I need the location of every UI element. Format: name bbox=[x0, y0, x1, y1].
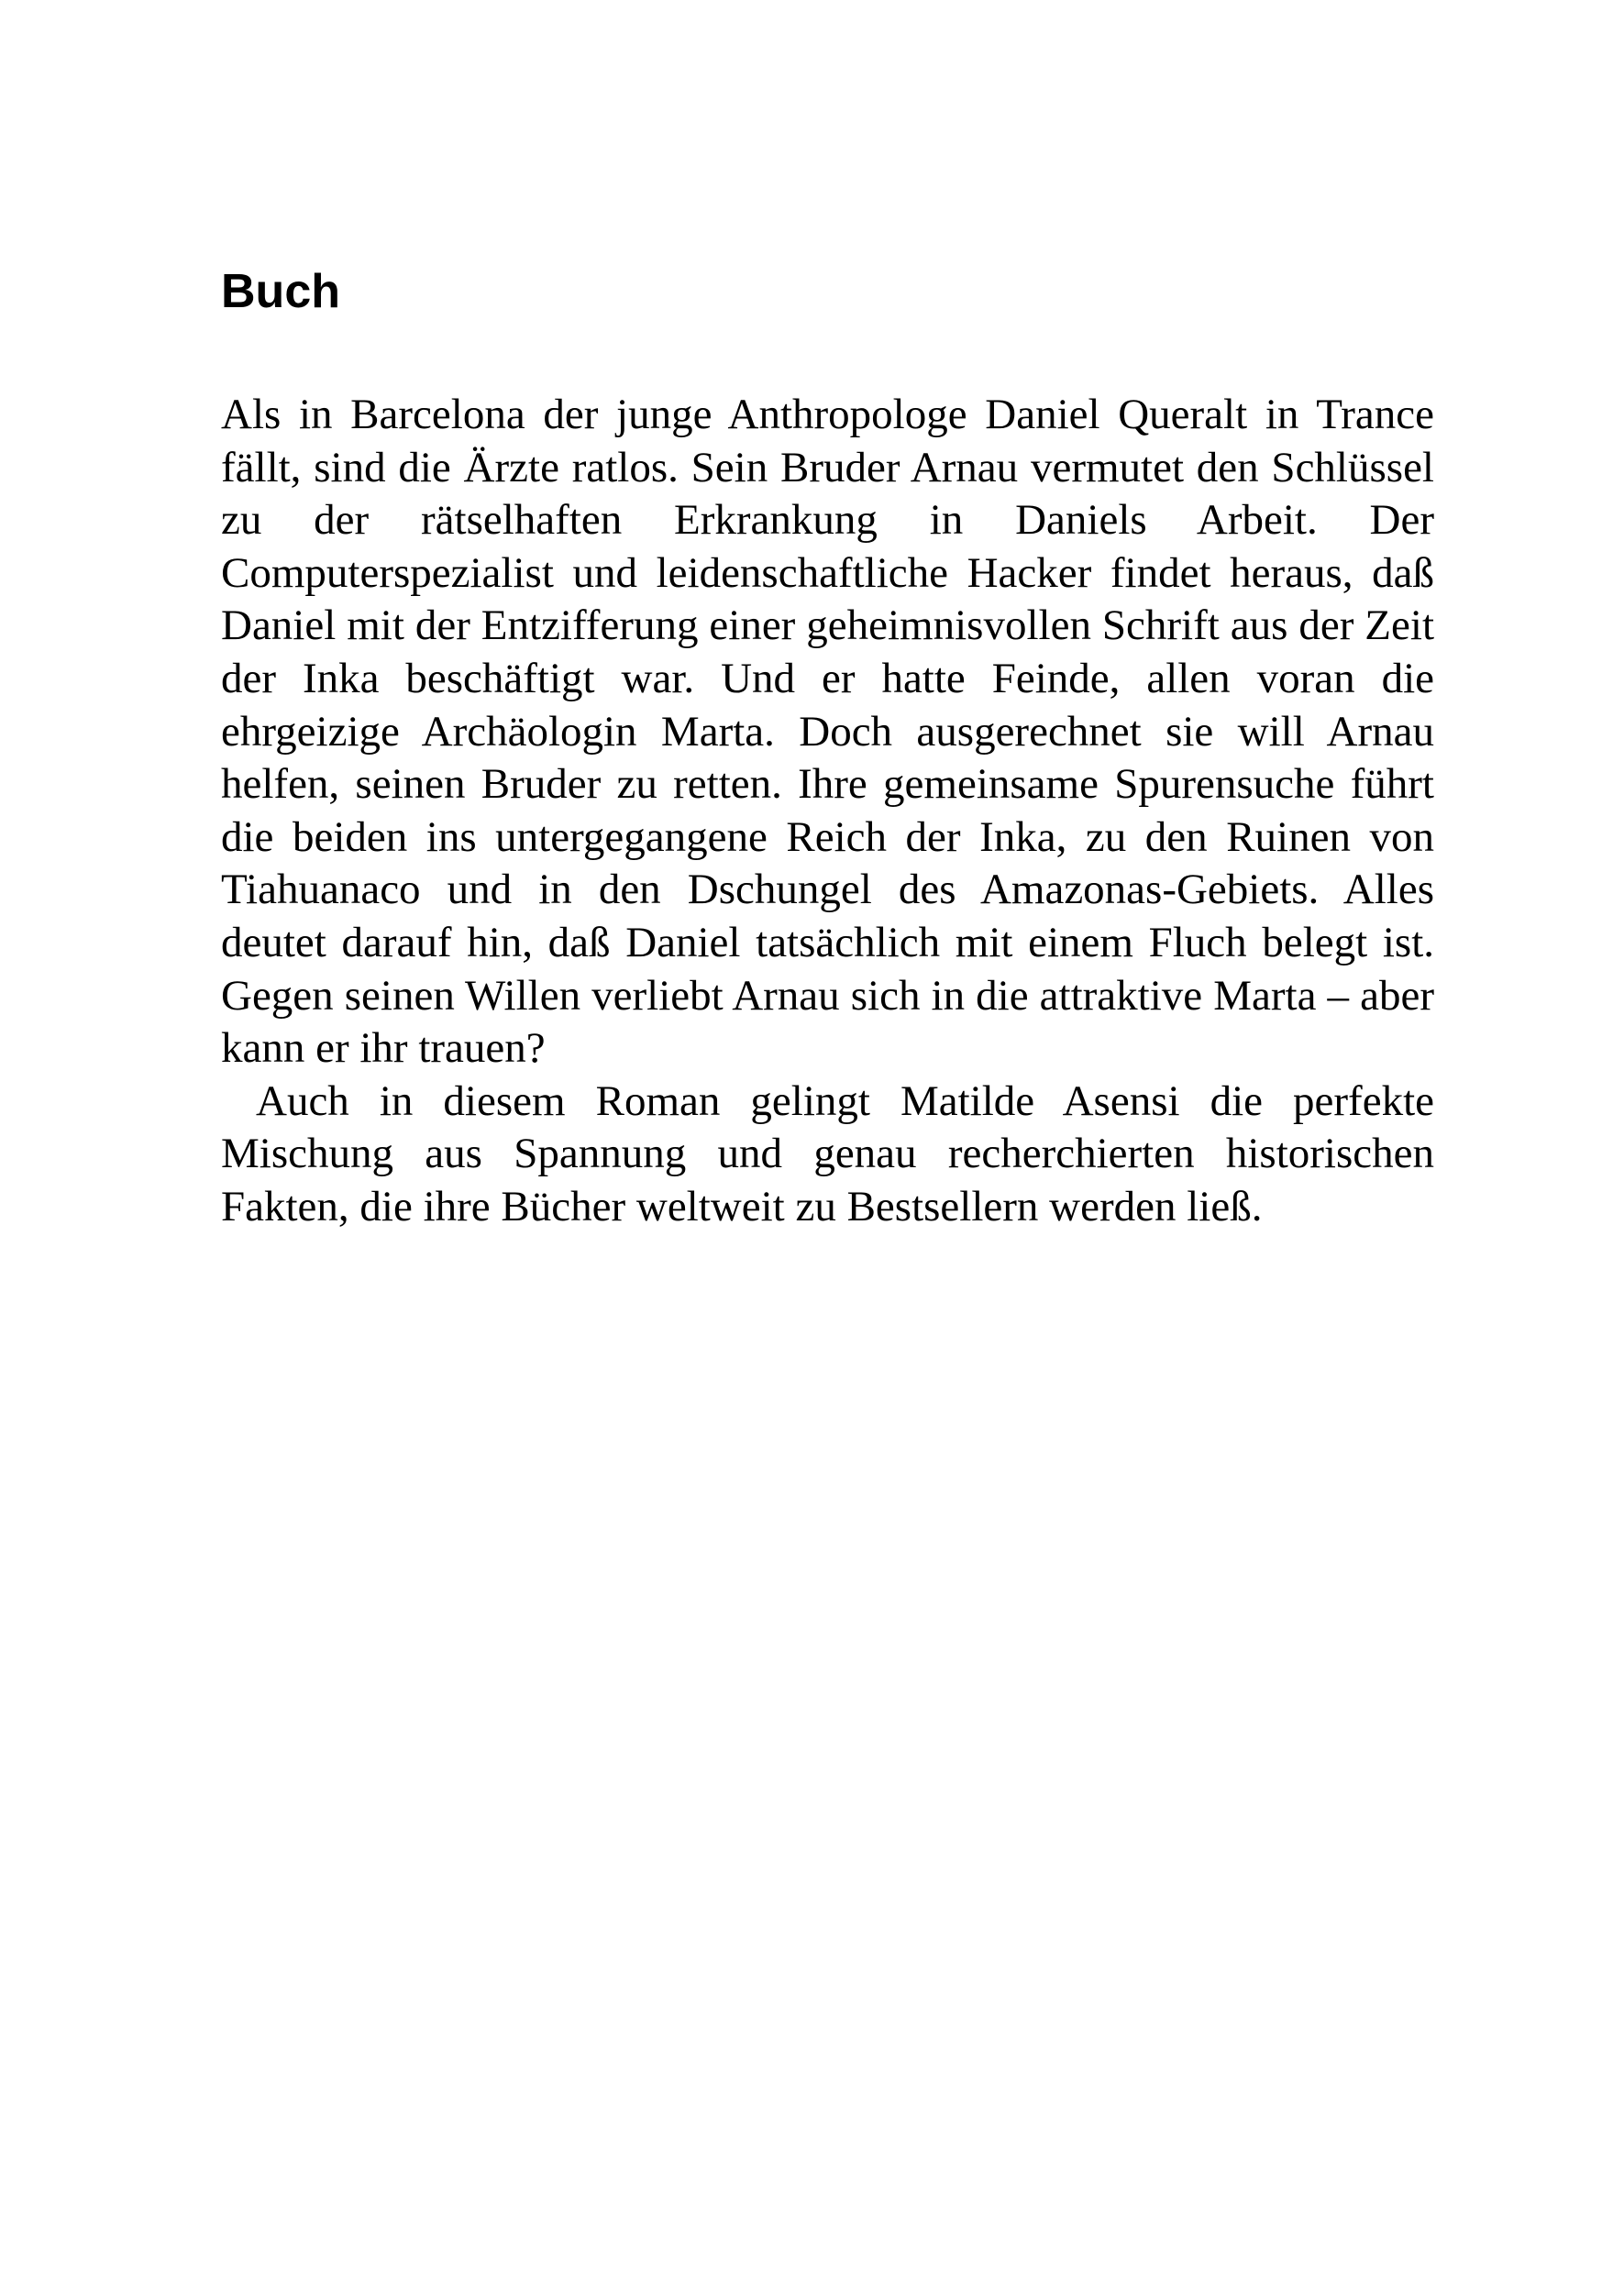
blurb-paragraph-1: Als in Barcelona der junge Anthropologe Daniel Queralt in Trance fällt, sind die Ärzte ratlos. Sein Bruder Arnau vermutet den Schlüssel zu der rätselhaften Erkrankung in Daniels Arbeit. Der Computerspezialist und leidenschaftliche Hacker findet heraus, daß Daniel mit der Entzifferung einer geheimnisvollen Schrift aus der Zeit der Inka beschäftigt war. Und er hatte Feinde, allen voran die ehrgeizige Archäologin Marta. Doch ausgerechnet sie will Arnau helfen, seinen Bruder zu retten. Ihre gemeinsame Spurensuche führt die beiden ins untergegangene Reich der Inka, zu den Ruinen von Tiahuanaco und in den Dschungel des Amazonas-Gebiets. Alles deutet darauf hin, daß Daniel tatsächlich mit einem Fluch belegt ist. Gegen seinen Willen verliebt Arnau sich in die attraktive Marta – aber kann er ihr trauen? bbox=[221, 391, 1434, 1073]
blurb-paragraph-2: Auch in diesem Roman gelingt Matilde Asensi die perfekte Mischung aus Spannung und genau recherchierten historischen Fakten, die ihre Bücher weltweit zu Bestsellern werden ließ. bbox=[221, 1076, 1434, 1230]
section-heading: Buch bbox=[221, 265, 340, 318]
blurb-text bbox=[221, 389, 1434, 1234]
